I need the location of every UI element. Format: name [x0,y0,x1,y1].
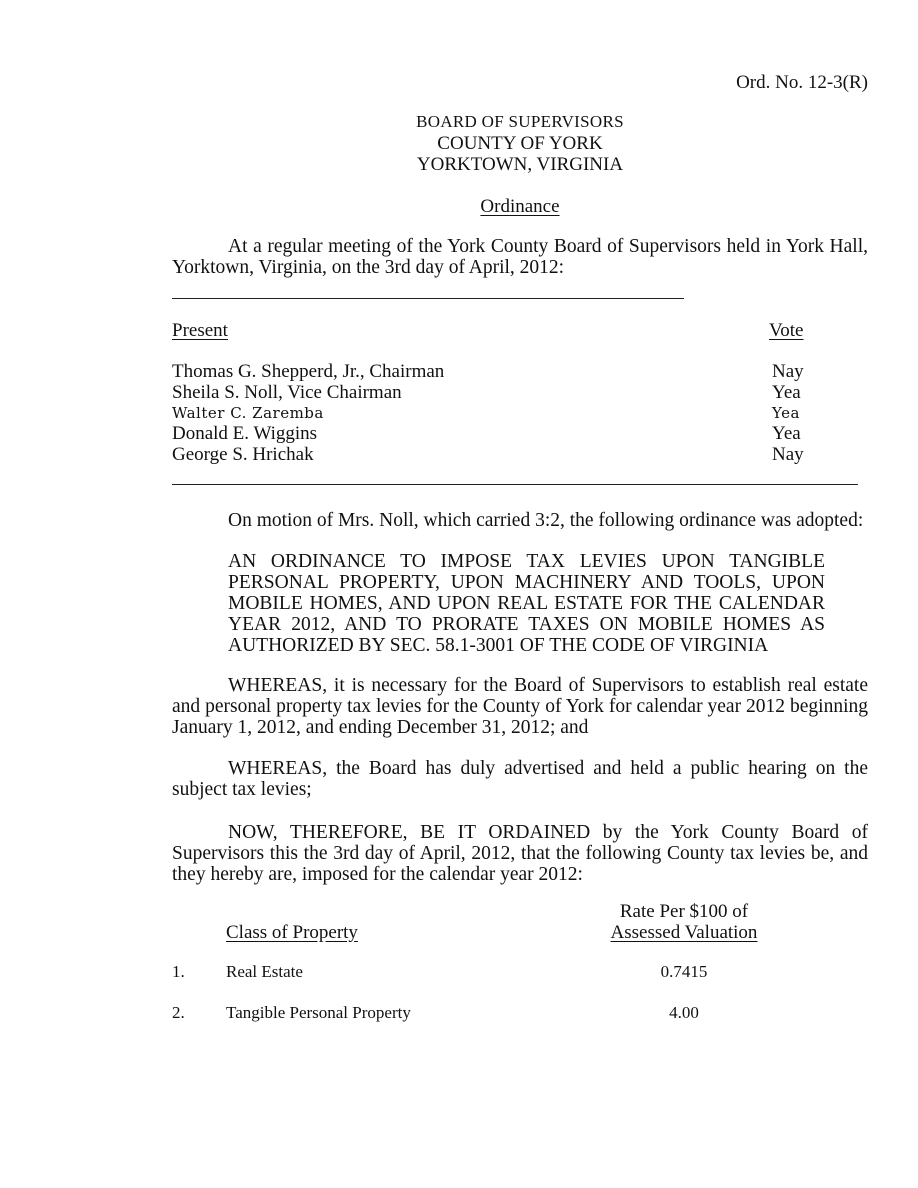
rate-header [600,901,768,943]
intro-paragraph: At a regular meeting of the York County Board of Supervisors held in York Hall, Yorktown, Virginia, on the 3rd day of April, 2012: [172,236,868,278]
levy-item-rate: 4.00 [669,1003,699,1022]
member-vote: Nay [772,361,804,382]
ordinance-number: Ord. No. 12-3(R) [736,72,868,93]
resolution-paragraph: NOW, THEREFORE, BE IT ORDAINED by the York County Board of Supervisors this the 3rd day of April, 2012, that the following County tax levies be, and they hereby are, imposed for the calendar year 2012: [172,822,868,885]
divider-bottom [172,484,858,485]
member-vote: Yea [772,404,800,422]
header-county: COUNTY OF YORK [437,133,603,154]
member-vote: Nay [772,444,804,465]
motion-paragraph: On motion of Mrs. Noll, which carried 3:2, the following ordinance was adopted: [228,510,864,531]
rate-header-line1: Rate Per $100 of [619,901,749,922]
levy-item-label: Tangible Personal Property [226,1003,411,1022]
member-name: Walter C. Zaremba [172,404,324,422]
member-name: Donald E. Wiggins [172,423,318,444]
levy-item-label: Real Estate [226,962,303,981]
member-name: George S. Hrichak [172,444,314,465]
member-vote: Yea [772,423,801,444]
whereas-paragraph-1: WHEREAS, it is necessary for the Board of Supervisors to establish real estate and personal property tax levies for the County of York for calendar year 2012 beginning January 1, 2012, and ending December 31, 2012; and [172,675,868,738]
ordinance-title: AN ORDINANCE TO IMPOSE TAX LEVIES UPON TANGIBLE PERSONAL PROPERTY, UPON MACHINERY AND TOOLS, UPON MOBILE HOMES, AND UPON REAL ESTATE FOR THE CALENDAR YEAR 2012, AND TO PRORATE TAXES ON MOBILE HOMES AS AUTHORIZED BY SEC. 58.1-3001 OF THE CODE OF VIRGINIA [228,551,825,656]
present-label: Present [172,320,228,341]
member-vote: Yea [772,382,801,403]
member-name: Thomas G. Shepperd, Jr., Chairman [172,361,445,382]
levy-item-number: 1. [172,962,185,981]
levy-item-rate: 0.7415 [660,962,708,981]
levy-item-number: 2. [172,1003,185,1022]
page-title: Ordinance [480,196,560,217]
rate-header-line2: Assessed Valuation [610,922,758,943]
member-name: Sheila S. Noll, Vice Chairman [172,382,402,403]
divider-top [172,298,684,299]
class-of-property-header: Class of Property [226,922,358,943]
whereas-paragraph-2: WHEREAS, the Board has duly advertised and held a public hearing on the subject tax levies; [172,758,868,800]
header-board: BOARD OF SUPERVISORS [416,112,624,131]
header-location: YORKTOWN, VIRGINIA [416,154,624,175]
vote-label: Vote [769,320,804,341]
